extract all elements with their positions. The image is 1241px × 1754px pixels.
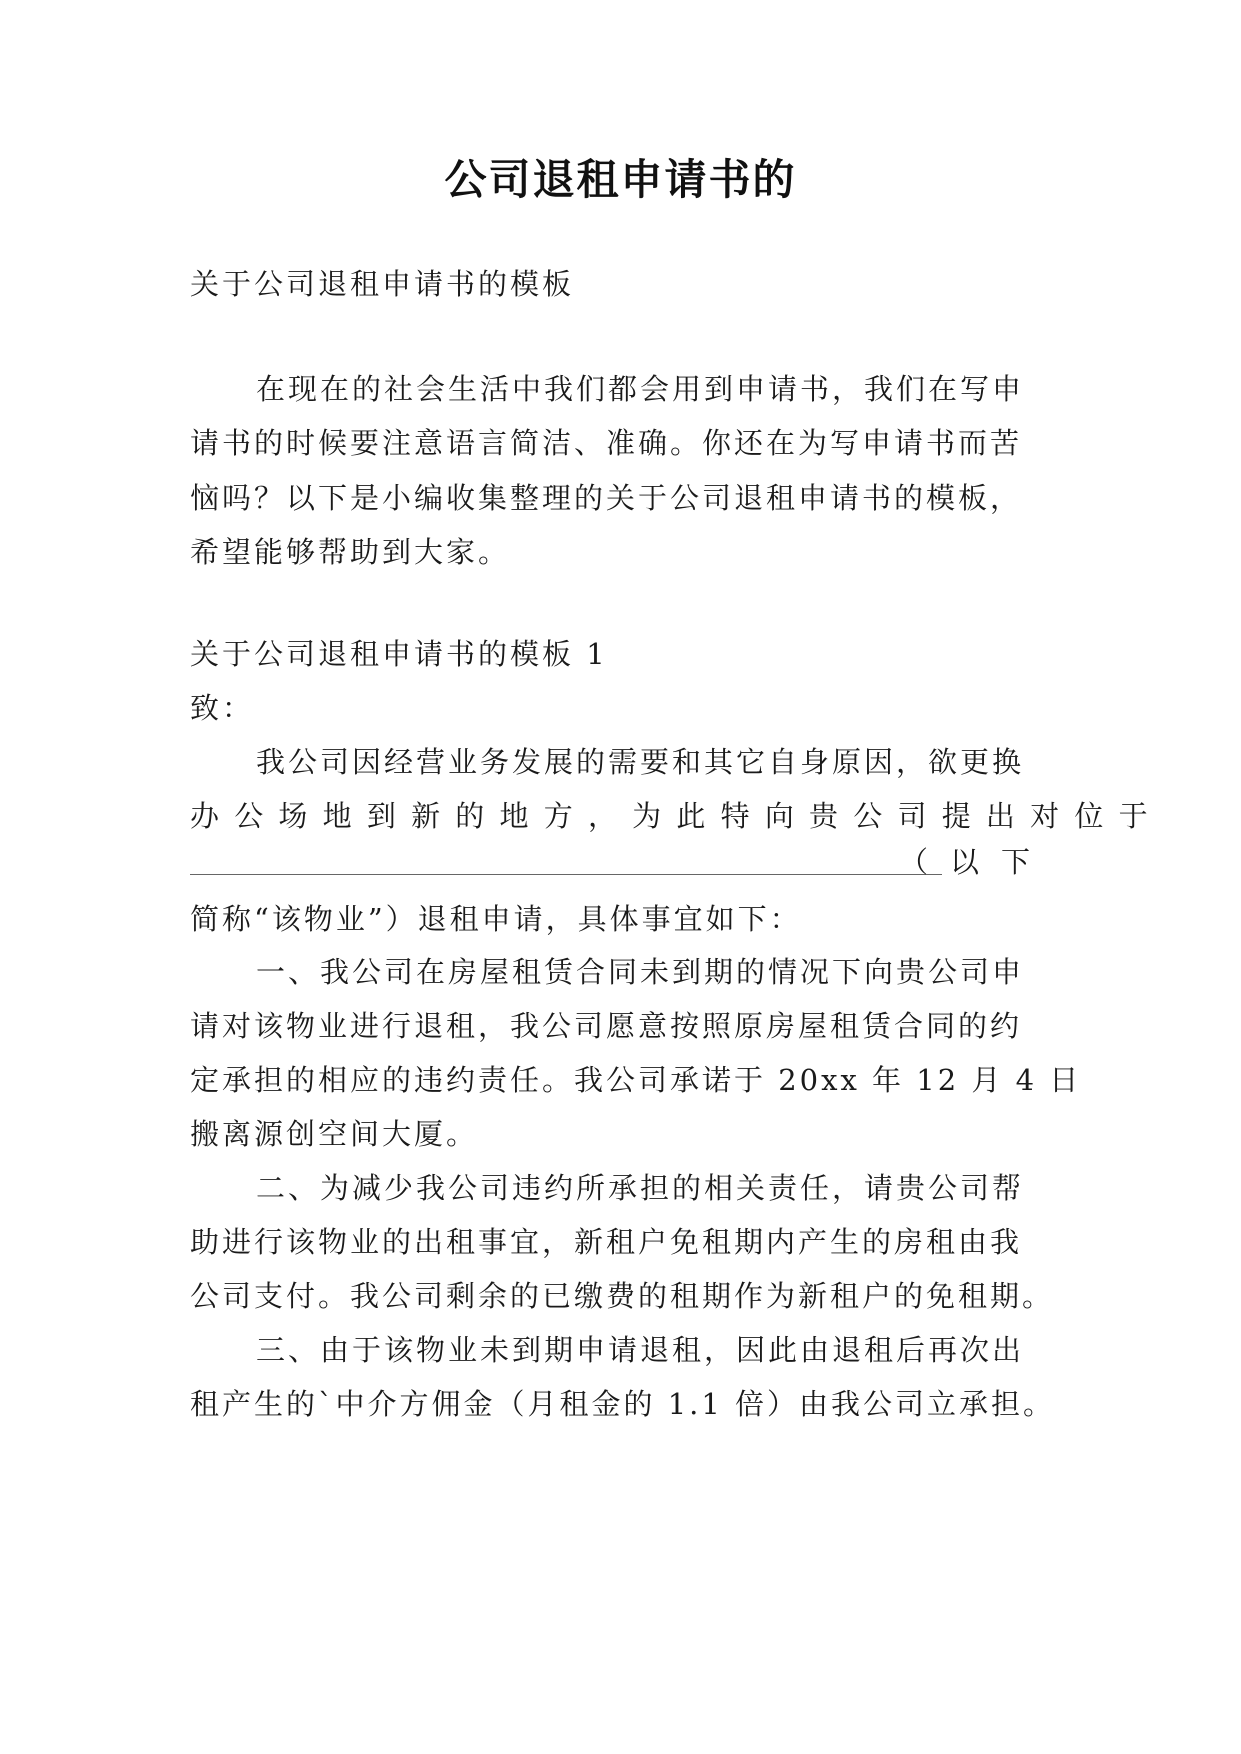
salutation: 致： [190,691,255,725]
item3-line-2: 租产生的`中介方佣金（月租金的 1.1 倍）由我公司立承担。 [190,1387,1056,1421]
item1-line-2: 请对该物业进行退租，我公司愿意按照原房屋租赁合同的约 [190,1009,1023,1043]
item2-line-2: 助进行该物业的出租事宜，新租户免租期内产生的房租由我 [190,1225,1023,1259]
intro-line-2: 请书的时候要注意语言简洁、准确。你还在为写申请书而苦 [190,426,1023,460]
item1-line-4: 搬离源创空间大厦。 [190,1117,479,1151]
item2-line-3: 公司支付。我公司剩余的已缴费的租期作为新租户的免租期。 [190,1279,1055,1313]
paragraph1-line-2: 办 公 场 地 到 新 的 地 方 ， 为 此 特 向 贵 公 司 提 出 对 位 于 [190,799,1151,833]
item2-line-1: 二、为减少我公司违约所承担的相关责任，请贵公司帮 [256,1171,1025,1205]
intro-line-4: 希望能够帮助到大家。 [190,535,511,569]
item1-line-1: 一、我公司在房屋租赁合同未到期的情况下向贵公司申 [256,955,1025,989]
document-title: 公司退租申请书的 [444,155,797,204]
address-blank-row [190,840,1052,884]
paragraph1-line-1: 我公司因经营业务发展的需要和其它自身原因，欲更换 [256,745,1025,779]
intro-line-3: 恼吗？以下是小编收集整理的关于公司退租申请书的模板， [190,481,1023,515]
address-blank-underline [190,874,942,875]
template-heading: 关于公司退租申请书的模板 1 [190,637,608,671]
document-subtitle: 关于公司退租申请书的模板 [190,267,575,301]
item1-line-3: 定承担的相应的违约责任。我公司承诺于 20xx 年 12 月 4 日 [190,1063,1082,1097]
address-blank-tail: （以下 [898,845,1052,879]
item3-line-1: 三、由于该物业未到期申请退租，因此由退租后再次出 [256,1333,1025,1367]
paragraph1-end: 简称“该物业”）退租申请，具体事宜如下： [190,902,802,936]
intro-line-1: 在现在的社会生活中我们都会用到申请书，我们在写申 [256,372,1025,406]
